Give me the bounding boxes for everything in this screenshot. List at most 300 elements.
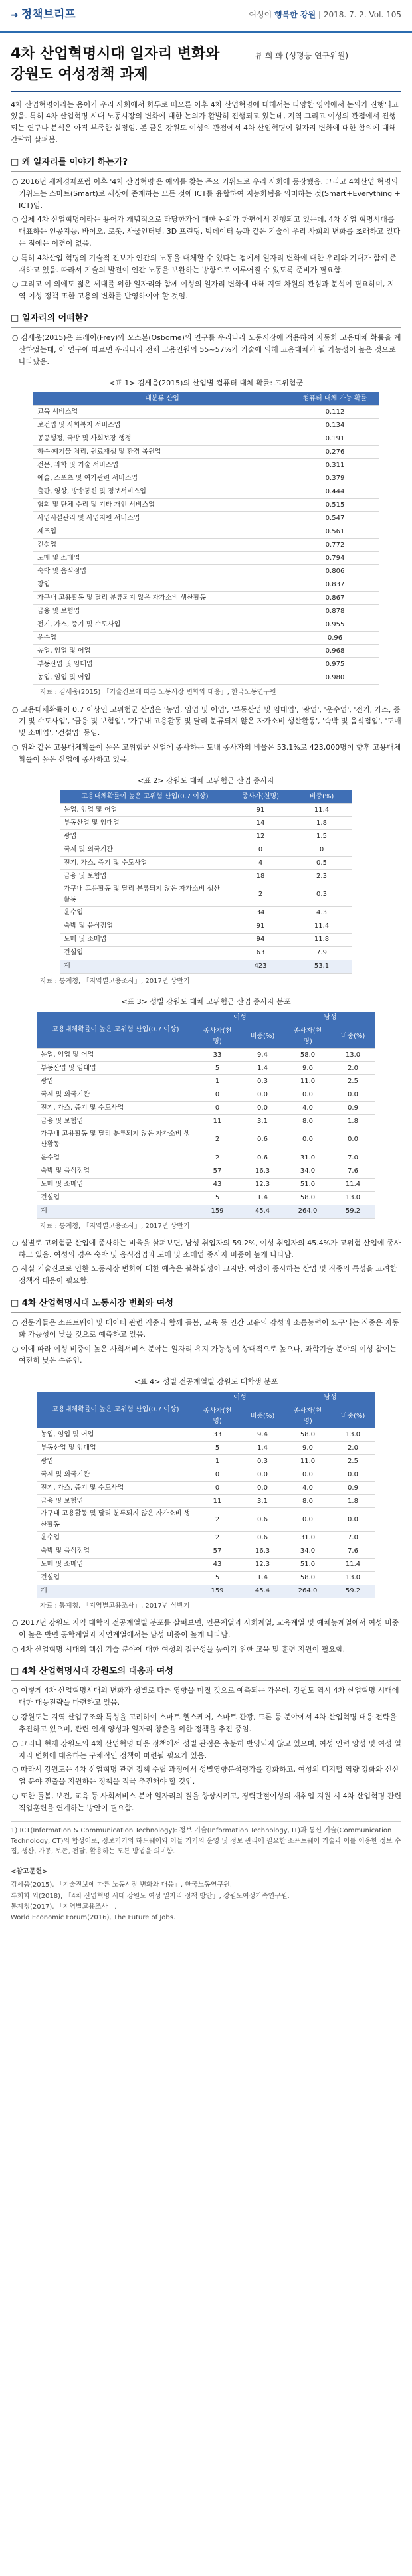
table-cell: 0.0 — [285, 1508, 330, 1531]
table-row — [33, 472, 379, 485]
table-cell: 0.0 — [330, 1468, 375, 1482]
table-caption: <표 3> 성별 강원도 대체 고위험군 산업 종사자 분포 — [121, 997, 291, 1006]
table-cell: 운수업 — [37, 1152, 195, 1165]
table-header-cell: 비중(%) — [240, 1405, 285, 1428]
table-cell: 0.6 — [240, 1531, 285, 1545]
table-row — [33, 592, 379, 605]
table-cell: 교육 서비스업 — [33, 406, 291, 419]
table-cell: 1.4 — [240, 1442, 285, 1455]
table-cell: 0.794 — [291, 552, 379, 565]
table-cell: 0.547 — [291, 512, 379, 525]
table-row — [37, 1531, 375, 1545]
table-cell: 0.0 — [285, 1128, 330, 1152]
table-row — [60, 933, 352, 946]
table-cell: 8.0 — [285, 1115, 330, 1128]
table-cell: 가구내 고용활동 및 달리 분류되지 않은 자가소비 생산활동 — [33, 592, 291, 605]
bullet-item: ○ 따라서 강원도는 4차 산업혁명 관련 정책 수립 과정에서 성별영향분석평가를 강화하고, 여성의 디지털 역량 강화와 신산업 분야 진출을 지원하는 정책을 적극 추진해야 할 것임. — [12, 1765, 399, 1786]
table-header-cell: 고용대체확률이 높은 고위험 산업(0.7 이상) — [60, 790, 230, 804]
table-row — [37, 1428, 375, 1442]
table-cell: 2 — [195, 1128, 240, 1152]
bullet-item: ○ 이에 따라 여성 비중이 높은 사회서비스 분야는 일자리 유지 가능성이 상대적으로 높으나, 과학기술 분야의 여성 참여는 여전히 낮은 수준임. — [12, 1344, 397, 1365]
table-cell: 공공행정, 국방 및 사회보장 행정 — [33, 432, 291, 446]
table-cell: 16.3 — [240, 1545, 285, 1558]
bullet-item: ○ 사실 기술진보로 인한 노동시장 변화에 대한 예측은 불확실성이 크지만, 여성이 종사하는 산업 및 직종의 특성을 고려한 정책적 대응이 필요함. — [12, 1264, 397, 1286]
table-cell: 11.4 — [330, 1558, 375, 1571]
table-header-cell: 비중(%) — [291, 790, 352, 804]
table-cell: 2 — [230, 883, 291, 906]
table-cell: 0.9 — [330, 1102, 375, 1115]
table-row — [37, 1468, 375, 1482]
table-head — [33, 392, 379, 406]
table-cell: 부동산업 및 임대업 — [37, 1442, 195, 1455]
table-cell: 0.955 — [291, 618, 379, 632]
table-header-row — [60, 790, 352, 804]
table-cell: 농업, 임업 및 어업 — [37, 1428, 195, 1442]
table-cell: 0.0 — [330, 1508, 375, 1531]
bullet-item: ○ 그리고 이 외에도 젊은 세대를 위한 일자리와 함께 여성의 일자리 변화에 대해 지역 차원의 관심과 분석이 필요하며, 지역 여성 정책 또한 고용의 변화를 반영하여야 할 것임. — [12, 280, 395, 301]
table-cell: 농업, 임업 및 어업 — [60, 804, 230, 817]
table-cell: 0.5 — [291, 857, 352, 870]
table-cell: 1.4 — [240, 1062, 285, 1075]
table-header-cell: 비중(%) — [240, 1025, 285, 1048]
table-cell: 0.134 — [291, 419, 379, 432]
table-cell: 광업 — [37, 1455, 195, 1468]
reference-item: 통계청(2017), 「지역별고용조사」. — [11, 1903, 117, 1911]
table-header-cell: 종사자(천명) — [195, 1405, 240, 1428]
table-cell: 59.2 — [330, 1585, 375, 1598]
table-cell: 0 — [195, 1482, 240, 1495]
table-cell: 건설업 — [37, 1191, 195, 1205]
table-header-cell: 고용대체확률이 높은 고위험 산업(0.7 이상) — [37, 1392, 195, 1428]
table-cell: 2.0 — [330, 1062, 375, 1075]
bullet-item: ○ 실제 4차 산업혁명이라는 용어가 개념적으로 타당한가에 대한 논의가 한편에서 진행되고 있는데, 4차 산업 혁명시대를 대표하는 인공지능, 바이오, 로봇, 사물인터넷, 3D 프린팅, 빅데이터 등과 같은 기술이 우리 사회의 변화를 초래하고 있다는 점에는 이견이 없음. — [12, 215, 401, 248]
table-cell: 7.6 — [330, 1545, 375, 1558]
table-cell: 45.4 — [240, 1205, 285, 1218]
table-cell: 운수업 — [37, 1531, 195, 1545]
table-cell: 51.0 — [285, 1178, 330, 1191]
table-cell: 2.5 — [330, 1455, 375, 1468]
table-cell: 31.0 — [285, 1152, 330, 1165]
data-table — [33, 392, 379, 685]
table-cell: 4.0 — [285, 1482, 330, 1495]
table-header-cell: 종사자(천명) — [195, 1025, 240, 1048]
section-body — [0, 1685, 412, 1814]
table-row — [37, 1558, 375, 1571]
table-header-row — [37, 1392, 375, 1405]
table-cell: 8.0 — [285, 1495, 330, 1508]
table-cell: 4.0 — [285, 1102, 330, 1115]
table-cell: 9.0 — [285, 1442, 330, 1455]
table-cell: 5 — [195, 1062, 240, 1075]
table-cell: 1.8 — [330, 1115, 375, 1128]
table-cell: 57 — [195, 1545, 240, 1558]
table-row — [37, 1062, 375, 1075]
table-cell: 3.1 — [240, 1495, 285, 1508]
table-cell: 16.3 — [240, 1165, 285, 1178]
table-cell: 부동산업 및 임대업 — [33, 658, 291, 671]
table-header-row — [37, 1012, 375, 1025]
table-cell: 도매 및 소매업 — [60, 933, 230, 946]
table-row — [33, 406, 379, 419]
table-cell: 9.4 — [240, 1428, 285, 1442]
table-caption: <표 2> 강원도 대체 고위험군 산업 종사자 — [138, 776, 274, 785]
table-cell: 59.2 — [330, 1205, 375, 1218]
table-cell: 도매 및 소매업 — [37, 1558, 195, 1571]
table-cell: 전기, 가스, 증기 및 수도사업 — [60, 857, 230, 870]
reference-item: 김세움(2015), 「기술진보에 따른 노동시장 변화와 대응」, 한국노동연구원. — [11, 1881, 233, 1889]
table-cell: 53.1 — [291, 960, 352, 973]
issue-date: 2018. 7. 2. Vol. 105 — [323, 10, 401, 20]
table-cell: 12.3 — [240, 1558, 285, 1571]
table-cell: 0.6 — [240, 1152, 285, 1165]
table-cell: 11 — [195, 1115, 240, 1128]
table-cell: 도매 및 소매업 — [37, 1178, 195, 1191]
table-cell: 농업, 임업 및 어업 — [37, 1049, 195, 1062]
table-cell: 숙박 및 음식점업 — [37, 1165, 195, 1178]
table-body — [37, 1049, 375, 1218]
bullet-item: ○ 특히 4차산업 혁명의 기술적 진보가 인간의 노동을 대체할 수 있다는 점에서 일자리 변화에 대한 우려와 기대가 함께 존재하고 있음. 따라서 기술의 발전이 인간 노동을 보완하는 방향으로 이루어질 수 있도록 준비가 필요함. — [12, 253, 397, 274]
table-header-cell: 여성 — [195, 1392, 285, 1405]
table-header-cell: 비중(%) — [330, 1405, 375, 1428]
table-cell: 0.6 — [240, 1128, 285, 1152]
table-cell: 1.8 — [291, 817, 352, 830]
table-cell: 0.96 — [291, 632, 379, 645]
table-row — [33, 432, 379, 446]
table-cell: 전기, 가스, 증기 및 수도사업 — [33, 618, 291, 632]
table-source: 자료 : 김세움(2015) 「기술진보에 따른 노동시장 변화와 대응」, 한국노동연구원 — [40, 689, 276, 697]
table-cell: 11.4 — [291, 804, 352, 817]
table-row — [37, 1178, 375, 1191]
table-source: 자료 : 통계청, 「지역별고용조사」, 2017년 상반기 — [40, 1222, 190, 1230]
table-cell: 0.837 — [291, 578, 379, 592]
table-cell: 264.0 — [285, 1205, 330, 1218]
table-cell: 0.980 — [291, 671, 379, 685]
table-cell: 계 — [60, 960, 230, 973]
table-cell: 45.4 — [240, 1585, 285, 1598]
table-cell: 출판, 영상, 방송통신 및 정보서비스업 — [33, 485, 291, 499]
table-cell: 58.0 — [285, 1191, 330, 1205]
issue-info: 여성이 행복한 강원 | 2018. 7. 2. Vol. 105 — [249, 10, 401, 20]
table-cell: 264.0 — [285, 1585, 330, 1598]
title-block — [11, 44, 401, 92]
table-cell: 0.0 — [240, 1102, 285, 1115]
table-cell: 34.0 — [285, 1545, 330, 1558]
table-row — [33, 499, 379, 512]
section-heading: □ 4차 산업혁명시대 강원도의 대응과 여성 — [11, 1664, 401, 1681]
table-source: 자료 : 통계청, 「지역별고용조사」, 2017년 상반기 — [40, 977, 190, 985]
table-cell: 0.276 — [291, 446, 379, 459]
table-cell: 국제 및 외국기관 — [37, 1088, 195, 1102]
table-cell: 가구내 고용활동 및 달리 분류되지 않은 자가소비 생산활동 — [37, 1508, 195, 1531]
table-cell: 34 — [230, 906, 291, 920]
table-cell: 7.6 — [330, 1165, 375, 1178]
table-cell: 0.3 — [240, 1075, 285, 1088]
table-cell: 광업 — [33, 578, 291, 592]
table-row — [33, 539, 379, 552]
bullet-item: ○ 강원도는 지역 산업구조와 특성을 고려하여 스마트 헬스케어, 스마트 관광, 드론 등 분야에서 4차 산업혁명 대응 전략을 추진하고 있으며, 관련 인재 양성과 일자리 창출을 위한 정책을 추진 중임. — [12, 1713, 397, 1733]
table-cell: 2 — [195, 1531, 240, 1545]
header — [0, 0, 412, 33]
table-cell: 숙박 및 음식점업 — [60, 920, 230, 933]
bullet-item: ○ 김세움(2015)은 프레이(Frey)와 오스본(Osborne)의 연구를 우리나라 노동시장에 적용하여 자동화 고용대체 확률을 계산하였는데, 이 연구에 따르면 우리나라 전체 고용인원의 55~57%가 기술에 의해 고용대체가 될 가능성이 높은 것으로 나타났음. — [12, 333, 401, 366]
section-body — [0, 1617, 412, 1655]
table-cell: 부동산업 및 임대업 — [37, 1062, 195, 1075]
table-row — [60, 883, 352, 906]
table-row — [33, 525, 379, 539]
table-cell: 건설업 — [60, 946, 230, 960]
table-cell: 0 — [195, 1468, 240, 1482]
bullet-item: ○ 4차 산업혁명 시대의 핵심 기술 분야에 대한 여성의 접근성을 높이기 위한 교육 및 훈련 지원이 필요함. — [12, 1644, 346, 1654]
data-table — [60, 790, 352, 973]
table-total-row — [60, 960, 352, 973]
table-cell: 0.311 — [291, 459, 379, 472]
table-cell: 부동산업 및 임대업 — [60, 817, 230, 830]
references — [11, 1867, 401, 1923]
table-row — [37, 1102, 375, 1115]
table-cell: 43 — [195, 1178, 240, 1191]
table-cell: 0.9 — [330, 1482, 375, 1495]
table-cell: 91 — [230, 920, 291, 933]
table-cell: 11.4 — [291, 920, 352, 933]
section-body — [0, 176, 412, 302]
table-cell: 0.3 — [240, 1455, 285, 1468]
bullet-item: ○ 이렇게 4차 산업혁명시대의 변화가 성별로 다른 영향을 미칠 것으로 예측되는 가운데, 강원도 역시 4차 산업혁명 시대에 대한 대응전략을 마련하고 있음. — [12, 1686, 399, 1707]
bullet-item: ○ 성별로 고위험군 산업에 종사하는 비율을 살펴보면, 남성 취업자의 59.2%, 여성 취업자의 45.4%가 고위험 산업에 종사하고 있음. 여성의 경우 숙박 및 음식점업과 도매 및 소매업 종사자 비중이 높게 나타남. — [12, 1238, 401, 1259]
bullet-item: ○ 2017년 강원도 지역 대학의 전공계열별 분포를 살펴보면, 인문계열과 사회계열, 교육계열 및 예체능계열에서 여성 비중이 높은 반면 공학계열과 자연계열에서는 남성 비중이 높게 나타남. — [12, 1618, 399, 1639]
table-cell: 12 — [230, 830, 291, 843]
table-row — [33, 459, 379, 472]
table-header-cell: 종사자(천명) — [230, 790, 291, 804]
table-cell: 운수업 — [33, 632, 291, 645]
table-head — [37, 1392, 375, 1428]
table-cell: 423 — [230, 960, 291, 973]
table-cell: 0.772 — [291, 539, 379, 552]
table-row — [33, 485, 379, 499]
table-cell: 7.0 — [330, 1531, 375, 1545]
table-cell: 0.867 — [291, 592, 379, 605]
table-cell: 1 — [195, 1455, 240, 1468]
title-line-2: 강원도 여성정책 과제 — [11, 66, 148, 83]
table-row — [33, 605, 379, 618]
table-cell: 1.5 — [291, 830, 352, 843]
table-cell: 계 — [37, 1585, 195, 1598]
table-cell: 0.515 — [291, 499, 379, 512]
table-cell: 3.1 — [240, 1115, 285, 1128]
table-cell: 건설업 — [37, 1571, 195, 1585]
table-row — [37, 1088, 375, 1102]
table-cell: 가구내 고용활동 및 달리 분류되지 않은 자가소비 생산활동 — [37, 1128, 195, 1152]
brand — [11, 6, 76, 25]
table-row — [37, 1545, 375, 1558]
section-body — [0, 1237, 412, 1287]
table-cell: 광업 — [60, 830, 230, 843]
table-cell: 2 — [195, 1152, 240, 1165]
table-cell: 0.112 — [291, 406, 379, 419]
table-cell: 0.379 — [291, 472, 379, 485]
table-cell: 0.975 — [291, 658, 379, 671]
table-cell: 1.4 — [240, 1571, 285, 1585]
table-row — [60, 946, 352, 960]
author: 류 희 화 (성평등 연구위원) — [255, 51, 348, 60]
table-cell: 11.8 — [291, 933, 352, 946]
table-cell: 11 — [195, 1495, 240, 1508]
table-cell: 159 — [195, 1205, 240, 1218]
table-row — [37, 1495, 375, 1508]
table-cell: 5 — [195, 1571, 240, 1585]
brand-label: 정책브리프 — [21, 8, 76, 22]
table-cell: 0 — [291, 843, 352, 857]
section-heading: □ 4차 산업혁명시대 노동시장 변화와 여성 — [11, 1296, 401, 1313]
table-cell: 보건업 및 사회복지 서비스업 — [33, 419, 291, 432]
table-row — [37, 1482, 375, 1495]
table-cell: 18 — [230, 870, 291, 883]
data-table — [37, 1392, 375, 1598]
table-row — [37, 1049, 375, 1062]
table-row — [60, 920, 352, 933]
section-body — [0, 1317, 412, 1367]
table-cell: 13.0 — [330, 1571, 375, 1585]
table-row — [60, 843, 352, 857]
table-cell: 1 — [195, 1075, 240, 1088]
table-row — [37, 1571, 375, 1585]
table-row — [60, 870, 352, 883]
table-header-cell: 컴퓨터 대체 가능 확률 — [291, 392, 379, 406]
table-cell: 0.806 — [291, 565, 379, 578]
table-cell: 0.191 — [291, 432, 379, 446]
table-cell: 7.0 — [330, 1152, 375, 1165]
table-row — [33, 671, 379, 685]
title-line-1: 4차 산업혁명시대 일자리 변화와 — [11, 46, 220, 62]
table-header-cell: 고용대체확률이 높은 고위험 산업(0.7 이상) — [37, 1012, 195, 1049]
table-cell: 건설업 — [33, 539, 291, 552]
table-cell: 13.0 — [330, 1049, 375, 1062]
table-header-cell: 남성 — [285, 1392, 375, 1405]
table-cell: 9.4 — [240, 1049, 285, 1062]
table-cell: 제조업 — [33, 525, 291, 539]
summary: 4차 산업혁명이라는 용어가 우리 사회에서 화두로 떠오른 이후 4차 산업혁명에 대해서는 다양한 영역에서 논의가 진행되고 있음. 특히 4차 산업혁명 시대 노동시장의 변화에 대한 논의가 활발히 진행되고 있는데, 지역 그리고 여성의 관점에서 진행되는 연구나 분석은 아직 부족한 실정임. 본 글은 강원도 여성의 관점에서 4차 산업혁명이 일자리 변화에 대한 함의에 대해 간략히 살펴봄. — [11, 100, 399, 145]
table-cell: 2.5 — [330, 1075, 375, 1088]
table-cell: 0 — [230, 843, 291, 857]
issue-brand: 행복한 강원 — [274, 10, 316, 20]
bullet-item: ○ 2016년 세계경제포럼 이후 '4차 산업혁명'은 예외를 찾는 주요 키워드로 우리 사회에 등장했음. 그리고 4차산업 혁명의 키워드는 스마트(Smart)로 세상에 존재하는 모든 것에 ICT를 융합하여 지능화됨을 의미하는 것(Smart+Everything + ICT)임. — [12, 177, 401, 210]
table-cell: 63 — [230, 946, 291, 960]
table-cell: 58.0 — [285, 1049, 330, 1062]
table-cell: 14 — [230, 817, 291, 830]
table-cell: 2.0 — [330, 1442, 375, 1455]
table-row — [33, 618, 379, 632]
table-cell: 전기, 가스, 증기 및 수도사업 — [37, 1482, 195, 1495]
table-header-cell: 남성 — [285, 1012, 375, 1025]
table-row — [33, 419, 379, 432]
table-row — [33, 512, 379, 525]
table-row — [37, 1191, 375, 1205]
table-cell: 159 — [195, 1585, 240, 1598]
section-heading: □ 일자리의 어떠한? — [11, 311, 401, 328]
section-heading: □ 왜 일자리를 이야기 하는가? — [11, 155, 401, 172]
table-cell: 0.0 — [330, 1088, 375, 1102]
table-cell: 12.3 — [240, 1178, 285, 1191]
table-row — [60, 857, 352, 870]
table-cell: 7.9 — [291, 946, 352, 960]
table-cell: 금융 및 보험업 — [37, 1495, 195, 1508]
table-cell: 전기, 가스, 증기 및 수도사업 — [37, 1102, 195, 1115]
table-cell: 13.0 — [330, 1428, 375, 1442]
table-cell: 91 — [230, 804, 291, 817]
table-cell: 예술, 스포츠 및 여가관련 서비스업 — [33, 472, 291, 485]
table-row — [37, 1075, 375, 1088]
arrow-icon: ➜ — [11, 9, 19, 21]
table-header-cell: 종사자(천명) — [285, 1025, 330, 1048]
table-cell: 2.3 — [291, 870, 352, 883]
table-cell: 57 — [195, 1165, 240, 1178]
table-cell: 0.444 — [291, 485, 379, 499]
table-cell: 51.0 — [285, 1558, 330, 1571]
table-body — [37, 1428, 375, 1598]
table-cell: 0.0 — [285, 1468, 330, 1482]
references-list — [11, 1880, 401, 1923]
table-cell: 0.0 — [285, 1088, 330, 1102]
footnote: 1) ICT(Information & Communication Technology): 정보 기술(Information Technology, IT)과 통신 기술(Communication Technology, CT)의 합성어로, 정보기기의 하드웨어와 이들 기기의 운영 및 정보 관리에 필요한 소프트웨어 기술과 이를 이용한 정보 수집, 생산, 가공, 보존, 전달, 활용하는 모든 방법을 의미함. — [11, 1821, 401, 1858]
table-cell: 5 — [195, 1191, 240, 1205]
table-cell: 도매 및 소매업 — [33, 552, 291, 565]
bullet-item: ○ 또한 돌봄, 보건, 교육 등 사회서비스 분야 일자리의 질을 향상시키고, 경력단절여성의 재취업 지원 시 4차 산업혁명 관련 직업훈련을 연계하는 방안이 필요함. — [12, 1791, 401, 1812]
table-header-cell: 종사자(천명) — [285, 1405, 330, 1428]
table-row — [37, 1508, 375, 1531]
issue-prefix: 여성이 — [249, 10, 272, 20]
table-source: 자료 : 통계청, 「지역별고용조사」, 2017년 상반기 — [40, 1602, 190, 1610]
table-cell: 0.0 — [240, 1468, 285, 1482]
table-cell: 0.968 — [291, 645, 379, 658]
table-cell: 농업, 임업 및 어업 — [33, 671, 291, 685]
table-row — [33, 578, 379, 592]
table-row — [60, 830, 352, 843]
table-cell: 11.0 — [285, 1075, 330, 1088]
table-cell: 국제 및 외국기관 — [60, 843, 230, 857]
table-cell: 33 — [195, 1049, 240, 1062]
reference-item: World Economic Forum(2016), The Future of Jobs. — [11, 1913, 176, 1921]
bullet-item: ○ 위와 같은 고용대체확률이 높은 고위험군 산업에 종사하는 도내 종사자의 비율은 53.1%로 423,000명이 향후 고용대체 확률이 높은 산업에 종사하고 있음. — [12, 742, 401, 764]
table-header-cell: 여성 — [195, 1012, 285, 1025]
data-table — [37, 1012, 375, 1219]
table-cell: 1.8 — [330, 1495, 375, 1508]
table-cell: 국제 및 외국기관 — [37, 1468, 195, 1482]
table-row — [33, 658, 379, 671]
table-caption: <표 4> 성별 전공계열별 강원도 대학생 분포 — [134, 1377, 278, 1387]
table-row — [33, 446, 379, 459]
table-total-row — [37, 1205, 375, 1218]
table-cell: 0.6 — [240, 1508, 285, 1531]
table-cell: 운수업 — [60, 906, 230, 920]
bullet-item: ○ 전문가들은 소프트웨어 및 데이터 관련 직종과 함께 돌봄, 교육 등 인간 고유의 감성과 소통능력이 요구되는 직종은 자동화 가능성이 낮을 것으로 예측하고 있음. — [12, 1318, 399, 1339]
table-row — [37, 1165, 375, 1178]
reference-item: 류희화 외(2018), 「4차 산업혁명 시대 강원도 여성 일자리 정책 방안」, 강원도여성가족연구원. — [11, 1892, 290, 1900]
table-row — [60, 817, 352, 830]
table-cell: 4.3 — [291, 906, 352, 920]
table-cell: 농업, 임업 및 어업 — [33, 645, 291, 658]
table-row — [37, 1128, 375, 1152]
table-cell: 가구내 고용활동 및 달리 분류되지 않은 자가소비 생산활동 — [60, 883, 230, 906]
table-row — [33, 565, 379, 578]
bullet-item: ○ 고용대체확률이 0.7 이상인 고위험군 산업은 '농업, 임업 및 어업', '부동산업 및 임대업', '광업', '운수업', '전기, 가스, 증기 및 수도사업', '금융 및 보험업', '가구내 고용활동 및 달리 분류되지 않은 자가소비 생산활동', '숙박 및 음식점업', '도매 및 소매업', '건설업' 등임. — [12, 705, 401, 738]
table-cell: 2 — [195, 1508, 240, 1531]
table-cell: 숙박 및 음식점업 — [37, 1545, 195, 1558]
section-body — [0, 704, 412, 766]
references-heading: <참고문헌> — [11, 1868, 48, 1876]
table-cell: 94 — [230, 933, 291, 946]
table-cell: 11.0 — [285, 1455, 330, 1468]
table-header-cell: 대분류 산업 — [33, 392, 291, 406]
table-cell: 금융 및 보험업 — [60, 870, 230, 883]
